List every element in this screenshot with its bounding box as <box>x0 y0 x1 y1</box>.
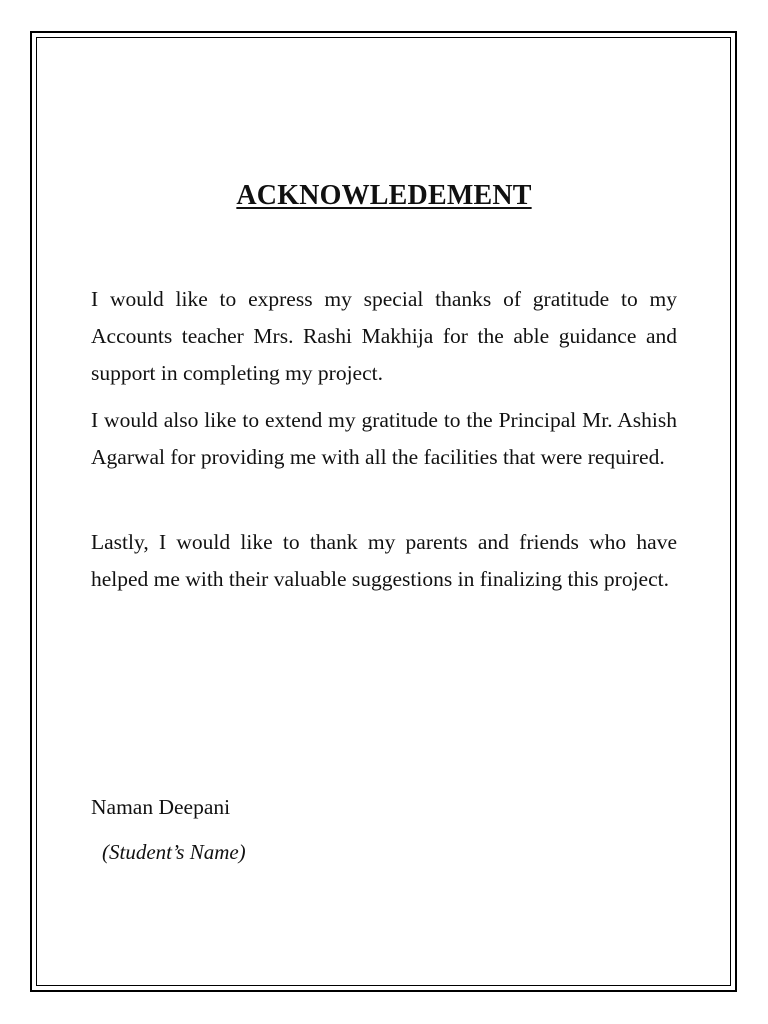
paragraph-principal-thanks: I would also like to extend my gratitude to the Principal Mr. Ashish Agarwal for providing me with all the facilities that were required. <box>91 408 677 469</box>
student-name-caption: (Student’s Name) <box>102 840 246 864</box>
student-name: Naman Deepani <box>91 795 231 819</box>
paragraph-teacher-thanks: I would like to express my special thanks of gratitude to my Accounts teacher Mrs. Rashi Makhija for the able guidance and support in completing my project. <box>91 287 677 385</box>
page-title: ACKNOWLEDEMENT <box>236 180 532 211</box>
paragraph-parents-thanks: Lastly, I would like to thank my parents and friends who have helped me with their valuable suggestions in finalizing this project. <box>91 530 677 591</box>
